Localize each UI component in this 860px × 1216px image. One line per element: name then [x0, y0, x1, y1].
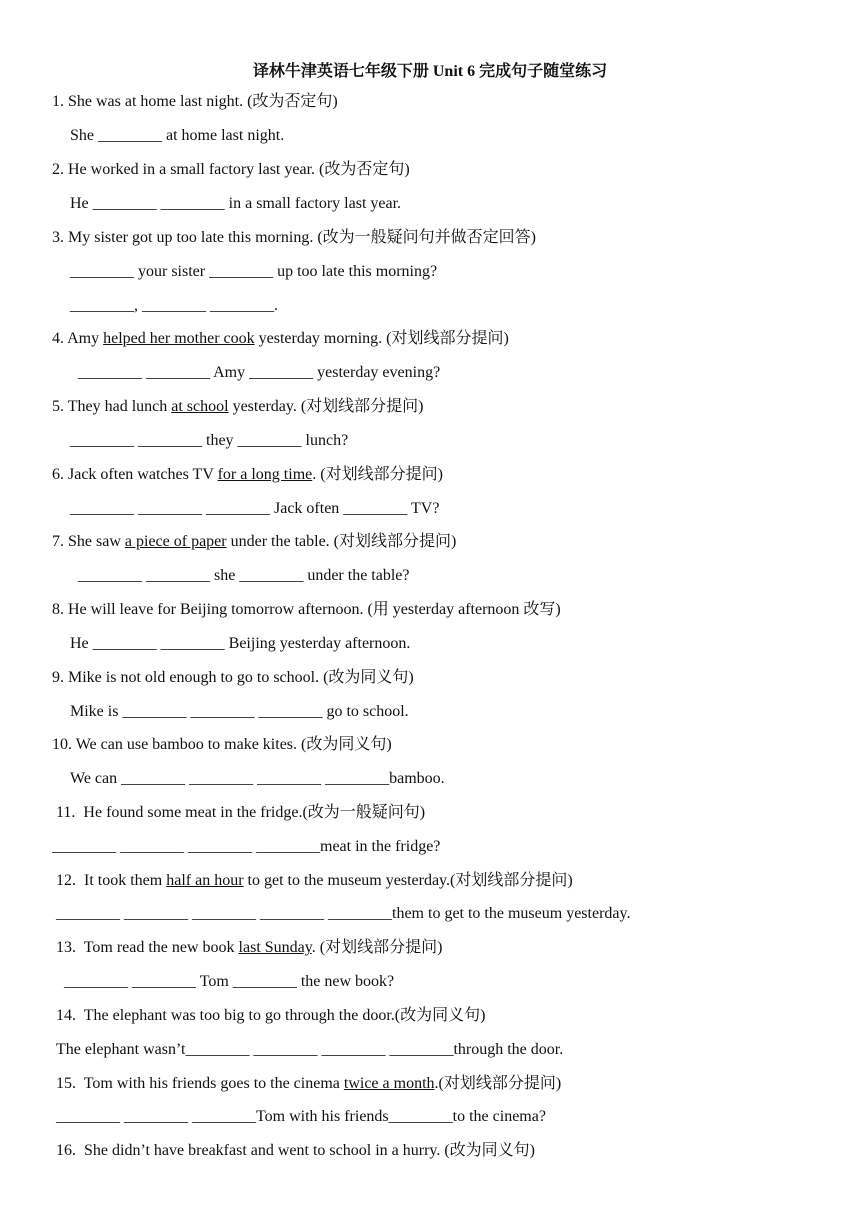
line-text-suffix: yesterday. (对划线部分提问): [228, 398, 424, 415]
exercise-line: [56, 1039, 563, 1061]
line-text: ________ ________ they ________ lunch?: [70, 432, 349, 449]
line-text: ________ ________ ________Tom with his friends________to the cinema?: [56, 1108, 546, 1125]
line-text: ________ ________ ________ ________ ________them to get to the museum yesterday.: [56, 905, 631, 922]
line-text: The elephant wasn’t________ ________ ________ ________through the door.: [56, 1041, 564, 1058]
line-text-suffix: . (对划线部分提问): [311, 939, 443, 956]
exercise-line: [70, 701, 409, 723]
question-line: [56, 1073, 561, 1095]
underlined-phrase: twice a month: [343, 1075, 435, 1092]
question-line: [56, 937, 442, 959]
line-text: 3. My sister got up too late this morning. (改为一般疑问句并做否定回答): [52, 229, 536, 246]
line-text-suffix: yesterday morning. (对划线部分提问): [254, 330, 509, 347]
line-text-suffix: . (对划线部分提问): [312, 466, 443, 483]
line-text: 15. Tom with his friends goes to the cinema: [56, 1075, 344, 1092]
exercise-line: [52, 599, 561, 621]
exercise-line: [70, 498, 439, 520]
line-text-suffix: to get to the museum yesterday.(对划线部分提问): [243, 872, 573, 889]
exercise-line: [64, 971, 394, 993]
page-title: 译林牛津英语七年级下册 Unit 6 完成句子随堂练习: [252, 63, 608, 80]
underlined-phrase: at school: [171, 398, 229, 415]
exercise-line: [56, 1140, 535, 1162]
exercise-line: [78, 362, 440, 384]
line-text: 9. Mike is not old enough to go to school. (改为同义句): [52, 669, 414, 686]
underlined-phrase: last Sunday: [238, 939, 312, 956]
line-text: 7. She saw: [52, 533, 125, 550]
line-text: ________, ________ ________.: [70, 297, 278, 314]
question-line: [56, 870, 573, 892]
exercise-line: [70, 430, 348, 452]
exercise-line: [70, 125, 284, 147]
line-text: 16. She didn’t have breakfast and went to school in a hurry. (改为同义句): [56, 1142, 536, 1159]
line-text-suffix: under the table. (对划线部分提问): [226, 533, 457, 550]
underlined-phrase: half an hour: [166, 872, 244, 889]
line-text: She ________ at home last night.: [70, 127, 285, 144]
line-text: ________ ________ ________ Jack often ________ TV?: [70, 500, 440, 517]
line-text: 1. She was at home last night. (改为否定句): [52, 93, 338, 110]
line-text: We can ________ ________ ________ ________bamboo.: [70, 770, 445, 787]
exercise-line: [70, 633, 410, 655]
question-line: [52, 464, 443, 486]
exercise-line: [70, 768, 445, 790]
line-text: He ________ ________ Beijing yesterday afternoon.: [70, 635, 411, 652]
exercise-line: [70, 295, 278, 317]
question-line: [52, 531, 456, 553]
exercise-line: [52, 734, 392, 756]
line-text: 5. They had lunch: [52, 398, 172, 415]
line-text: Mike is ________ ________ ________ go to school.: [70, 703, 409, 720]
line-text: 11. He found some meat in the fridge.(改为一般疑问句): [56, 804, 426, 821]
exercise-line: [70, 193, 401, 215]
exercise-line: [52, 91, 338, 113]
underlined-phrase: for a long time: [217, 466, 313, 483]
line-text: He ________ ________ in a small factory last year.: [70, 195, 402, 212]
line-text-suffix: .(对划线部分提问): [434, 1075, 562, 1092]
line-text: 13. Tom read the new book: [56, 939, 239, 956]
exercise-line: [78, 565, 410, 587]
question-line: [52, 396, 424, 418]
question-line: [52, 328, 509, 350]
underlined-phrase: helped her mother cook: [103, 330, 255, 347]
line-text: 2. He worked in a small factory last year. (改为否定句): [52, 161, 410, 178]
exercise-line: [70, 261, 437, 283]
exercise-line: [52, 159, 410, 181]
exercise-line: [56, 903, 630, 925]
exercise-line: [56, 1005, 485, 1027]
exercise-line: [52, 836, 440, 858]
line-text: 6. Jack often watches TV: [52, 466, 218, 483]
line-text: 10. We can use bamboo to make kites. (改为同义句): [52, 736, 392, 753]
line-text: 8. He will leave for Beijing tomorrow afternoon. (用 yesterday afternoon 改写): [52, 601, 561, 618]
line-text: 12. It took them: [56, 872, 167, 889]
line-text: ________ ________ ________ ________meat in the fridge?: [52, 838, 441, 855]
line-text: ________ your sister ________ up too late this morning?: [70, 263, 438, 280]
underlined-phrase: a piece of paper: [124, 533, 227, 550]
line-text: 4. Amy: [52, 330, 104, 347]
line-text: 14. The elephant was too big to go through the door.(改为同义句): [56, 1007, 486, 1024]
exercise-line: [52, 667, 414, 689]
line-text: ________ ________ she ________ under the table?: [78, 567, 410, 584]
line-text: ________ ________ Tom ________ the new book?: [64, 973, 395, 990]
exercise-line: [52, 227, 536, 249]
exercise-line: [56, 1106, 546, 1128]
exercise-line: [56, 802, 425, 824]
line-text: ________ ________ Amy ________ yesterday evening?: [78, 364, 441, 381]
